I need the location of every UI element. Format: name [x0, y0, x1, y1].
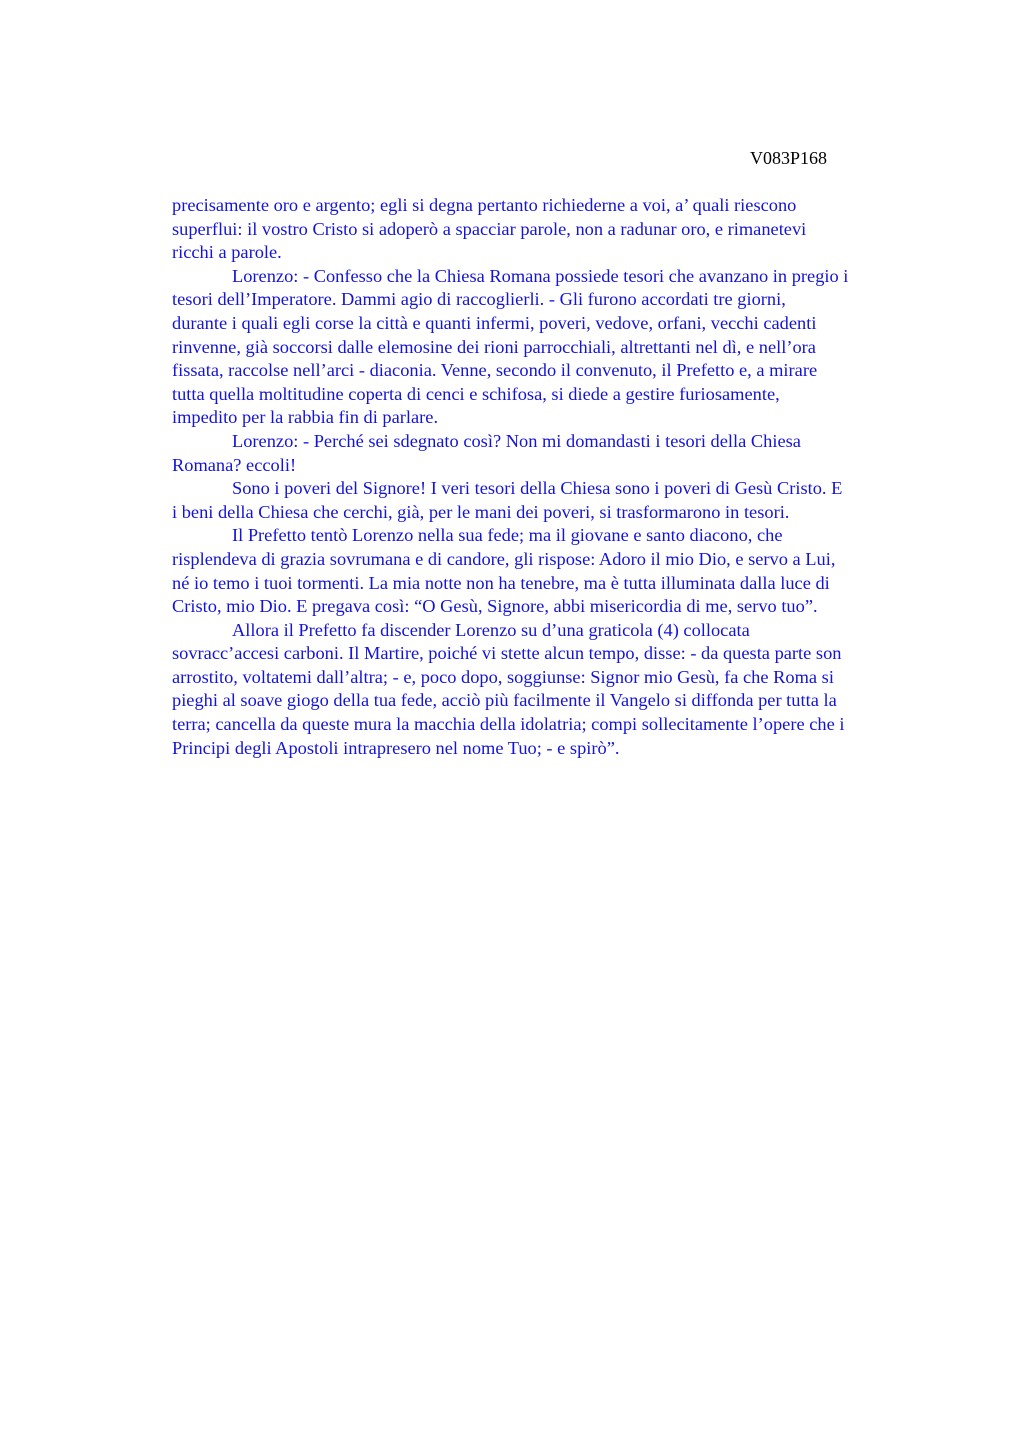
text-line: Cristo, mio Dio. E pregava così: “O Gesù, Signore, abbi misericordia di me, servo tuo”. — [172, 596, 818, 617]
text-line: terra; cancella da queste mura la macchia della idolatria; compi sollecitamente l’opere che i — [172, 714, 845, 735]
text-line: Lorenzo: - Perché sei sdegnato così? Non mi domandasti i tesori della Chiesa — [232, 430, 801, 451]
text-line: né io temo i tuoi tormenti. La mia notte non ha tenebre, ma è tutta illuminata dalla luce di — [172, 572, 830, 593]
text-line: impedito per la rabbia fin di parlare. — [172, 407, 439, 428]
text-line: Sono i poveri del Signore! I veri tesori della Chiesa sono i poveri di Gesù Cristo. E — [232, 478, 843, 499]
text-line: arrostito, voltatemi dall’altra; - e, poco dopo, soggiunse: Signor mio Gesù, fa che Roma si — [172, 666, 834, 687]
body-text — [172, 194, 930, 760]
paragraph — [172, 194, 930, 265]
text-line: sovracc’accesi carboni. Il Martire, poiché vi stette alcun tempo, disse: - da questa parte son — [172, 643, 842, 664]
text-line: risplendeva di grazia sovrumana e di candore, gli rispose: Adoro il mio Dio, e servo a Lui, — [172, 548, 836, 569]
text-line: ricchi a parole. — [172, 242, 282, 263]
text-line: i beni della Chiesa che cerchi, già, per le mani dei poveri, si trasformarono in tesori. — [172, 501, 790, 522]
text-line: superflui: il vostro Cristo si adoperò a spacciar parole, non a radunar oro, e rimanetevi — [172, 218, 807, 239]
page-identifier: V083P168 — [750, 148, 828, 168]
text-line: tesori dell’Imperatore. Dammi agio di raccoglierli. - Gli furono accordati tre giorni, — [172, 289, 786, 310]
text-line: rinvenne, già soccorsi dalle elemosine dei rioni parrocchiali, altrettanti nel dì, e nell’ora — [172, 336, 816, 357]
paragraph — [172, 430, 930, 477]
text-line: Allora il Prefetto fa discender Lorenzo su d’una graticola (4) collocata — [232, 619, 750, 640]
text-line: durante i quali egli corse la città e quanti infermi, poveri, vedove, orfani, vecchi cadenti — [172, 312, 817, 333]
text-line: fissata, raccolse nell’arci - diaconia. Venne, secondo il convenuto, il Prefetto e, a mirare — [172, 360, 818, 381]
text-line: tutta quella moltitudine coperta di cenci e schifosa, si diede a gestire furiosamente, — [172, 383, 780, 404]
text-line: Lorenzo: - Confesso che la Chiesa Romana possiede tesori che avanzano in pregio i — [232, 265, 849, 286]
text-line: Il Prefetto tentò Lorenzo nella sua fede; ma il giovane e santo diacono, che — [232, 525, 783, 546]
text-line: precisamente oro e argento; egli si degna pertanto richiederne a voi, a’ quali riescono — [172, 195, 797, 215]
paragraph — [172, 619, 930, 761]
paragraph — [172, 524, 930, 618]
paragraph — [172, 477, 930, 524]
paragraph — [172, 265, 930, 430]
text-line: pieghi al soave giogo della tua fede, acciò più facilmente il Vangelo si diffonda per tutta la — [172, 690, 837, 711]
text-line: Principi degli Apostoli intrapresero nel nome Tuo; - e spirò”. — [172, 737, 620, 758]
text-line: Romana? eccoli! — [172, 454, 297, 475]
